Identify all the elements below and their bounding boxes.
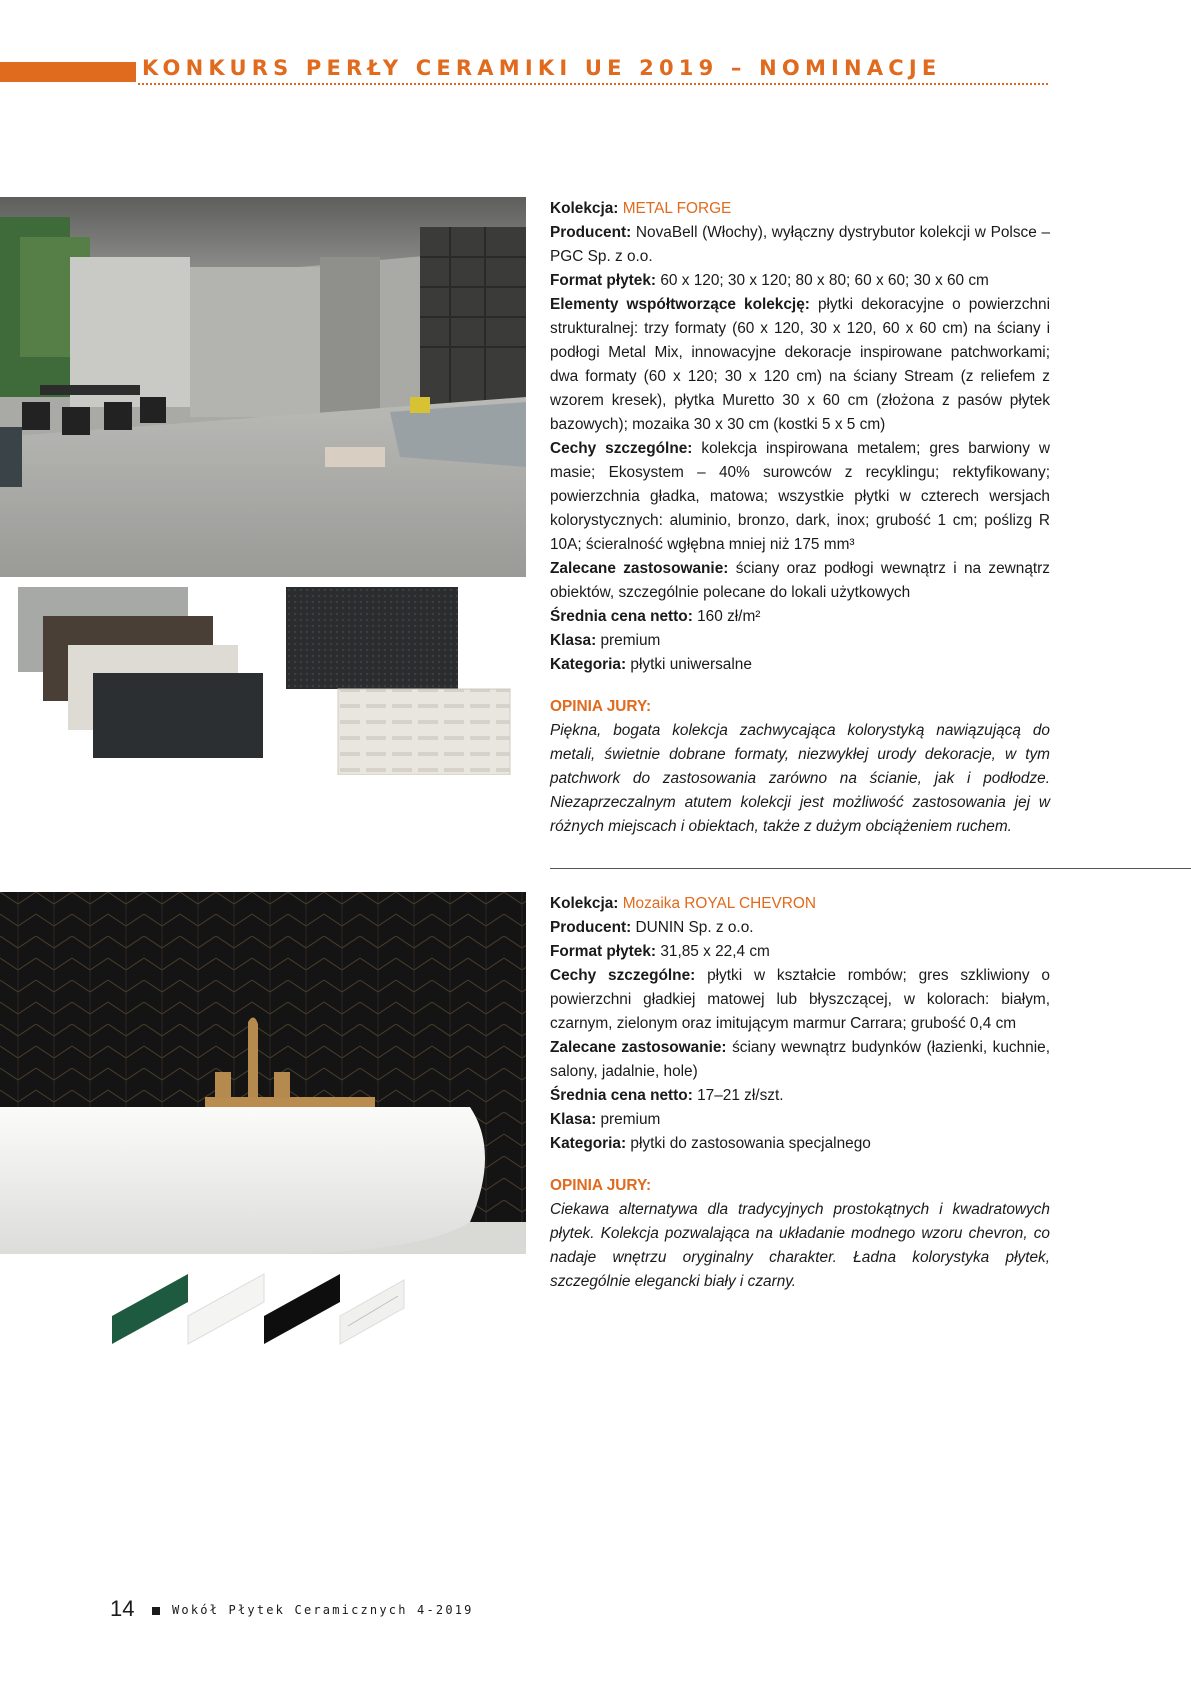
header-dotted-rule	[138, 83, 1048, 85]
class-line	[550, 1108, 1050, 1132]
footer-square-bullet	[152, 1607, 160, 1615]
section-divider	[550, 868, 1191, 869]
collection-name: METAL FORGE	[622, 200, 732, 217]
producer-line	[550, 916, 1050, 940]
value: 17–21 zł/szt.	[697, 1087, 784, 1104]
jury-opinion: Piękna, bogata kolekcja zachwycająca kolorystyką nawiązującą do metali, świetnie dobrane formaty, niezwykłej urody dekoracje, w tym patchwork do zastosowania zarówno na ścianie, jak i podłodze. Niezaprzeczalnym atutem kolekcji jest możliwość zastosowania jej w różnych miejscach i obiektach, także z dużym obciążeniem ruchem.	[550, 722, 1050, 835]
jury-opinion: Ciekawa alternatywa dla tradycyjnych prostokątnych i kwadratowych płytek. Kolekcja pozwalająca na układanie modnego wzoru chevron, co nadaje wnętrzu oryginalny charakter. Ładna kolorystyka płytek, szczególnie elegancki biały i czarny.	[550, 1201, 1050, 1290]
value: 31,85 x 22,4 cm	[660, 943, 770, 960]
label: Zalecane zastosowanie:	[550, 1039, 727, 1056]
value: premium	[600, 1111, 661, 1128]
value: kolekcja inspirowana metalem; gres barwiony w masie; Ekosystem – 40% surowców z recyklingu; rektyfikowany; powierzchnia gładka, matowa; wszystkie płytki w czterech wersjach kolorystycznych: aluminio, bronzo, dark, inox; grubość 1 cm; poślizg R 10A; ścieralność wgłębna mniej niż 175 mm³	[550, 440, 1050, 553]
format-line	[550, 940, 1050, 964]
class-line	[550, 629, 1050, 653]
category-line	[550, 653, 1050, 677]
value: płytki do zastosowania specjalnego	[630, 1135, 871, 1152]
features-line	[550, 964, 1050, 1036]
features-line	[550, 437, 1050, 557]
value: NovaBell (Włochy), wyłączny dystrybutor kolekcji w Polsce – PGC Sp. z o.o.	[550, 224, 1050, 265]
label: Średnia cena netto:	[550, 1087, 693, 1104]
label: Elementy współtworzące kolekcję:	[550, 296, 810, 313]
page-number: 14	[110, 1596, 135, 1621]
label: Średnia cena netto:	[550, 608, 693, 625]
jury-heading: OPINIA JURY:	[550, 1177, 652, 1194]
value: płytki uniwersalne	[630, 656, 752, 673]
metal-forge-interior-photo	[0, 197, 526, 577]
format-line	[550, 269, 1050, 293]
collection-line	[550, 197, 1050, 221]
label: Format płytek:	[550, 272, 657, 289]
value: 160 zł/m²	[697, 608, 761, 625]
value: płytki dekoracyjne o powierzchni strukturalnej: trzy formaty (60 x 120, 30 x 120, 60 x 60 cm) na ściany i podłogi Metal Mix, innowacyjne dekoracje inspirowane patchworkami; dwa formaty (60 x 120; 30 x 120 cm) na ściany Stream (z reliefem z wzorem kresek), płytka Muretto 30 x 60 cm (złożona z pasów płytek bazowych); mozaika 30 x 30 cm (kostki 5 x 5 cm)	[550, 296, 1050, 433]
label: Kolekcja:	[550, 895, 619, 912]
value: DUNIN Sp. z o.o.	[635, 919, 754, 936]
collection-name: Mozaika ROYAL CHEVRON	[622, 895, 817, 912]
collection-line	[550, 892, 1050, 916]
value: płytki w kształcie rombów; gres szkliwiony o powierzchni gładkiej matowej lub błyszczącej, w kolorach: białym, czarnym, zielonym oraz imitującym marmur Carrara; grubość 0,4 cm	[550, 967, 1050, 1032]
label: Klasa:	[550, 1111, 597, 1128]
producer-line	[550, 221, 1050, 269]
elements-line	[550, 293, 1050, 437]
label: Zalecane zastosowanie:	[550, 560, 729, 577]
label: Producent:	[550, 224, 632, 241]
value: premium	[600, 632, 661, 649]
category-line	[550, 1132, 1050, 1156]
section-title: KONKURS PERŁY CERAMIKI UE 2019 – NOMINACJE	[142, 56, 942, 80]
label: Kolekcja:	[550, 200, 619, 217]
value: 60 x 120; 30 x 120; 80 x 80; 60 x 60; 30 x 60 cm	[660, 272, 989, 289]
metal-forge-description	[550, 197, 1050, 839]
label: Kategoria:	[550, 656, 627, 673]
header-accent-bar	[0, 62, 136, 82]
label: Kategoria:	[550, 1135, 627, 1152]
royal-chevron-bathroom-photo	[0, 892, 526, 1254]
label: Format płytek:	[550, 943, 657, 960]
royal-chevron-tile-samples	[108, 1266, 408, 1346]
metal-forge-decor-tiles	[286, 587, 522, 775]
price-line	[550, 605, 1050, 629]
label: Klasa:	[550, 632, 597, 649]
label: Cechy szczególne:	[550, 440, 693, 457]
magazine-name: Wokół Płytek Ceramicznych 4-2019	[172, 1603, 474, 1617]
metal-forge-tile-swatches	[18, 587, 268, 759]
value: ściany oraz podłogi wewnątrz i na zewnątrz obiektów, szczególnie polecane do lokali użytkowych	[550, 560, 1050, 601]
jury-heading: OPINIA JURY:	[550, 698, 652, 715]
label: Cechy szczególne:	[550, 967, 696, 984]
value: ściany wewnątrz budynków (łazienki, kuchnie, salony, jadalnie, hole)	[550, 1039, 1050, 1080]
royal-chevron-description	[550, 892, 1050, 1294]
usage-line	[550, 557, 1050, 605]
label: Producent:	[550, 919, 632, 936]
price-line	[550, 1084, 1050, 1108]
usage-line	[550, 1036, 1050, 1084]
